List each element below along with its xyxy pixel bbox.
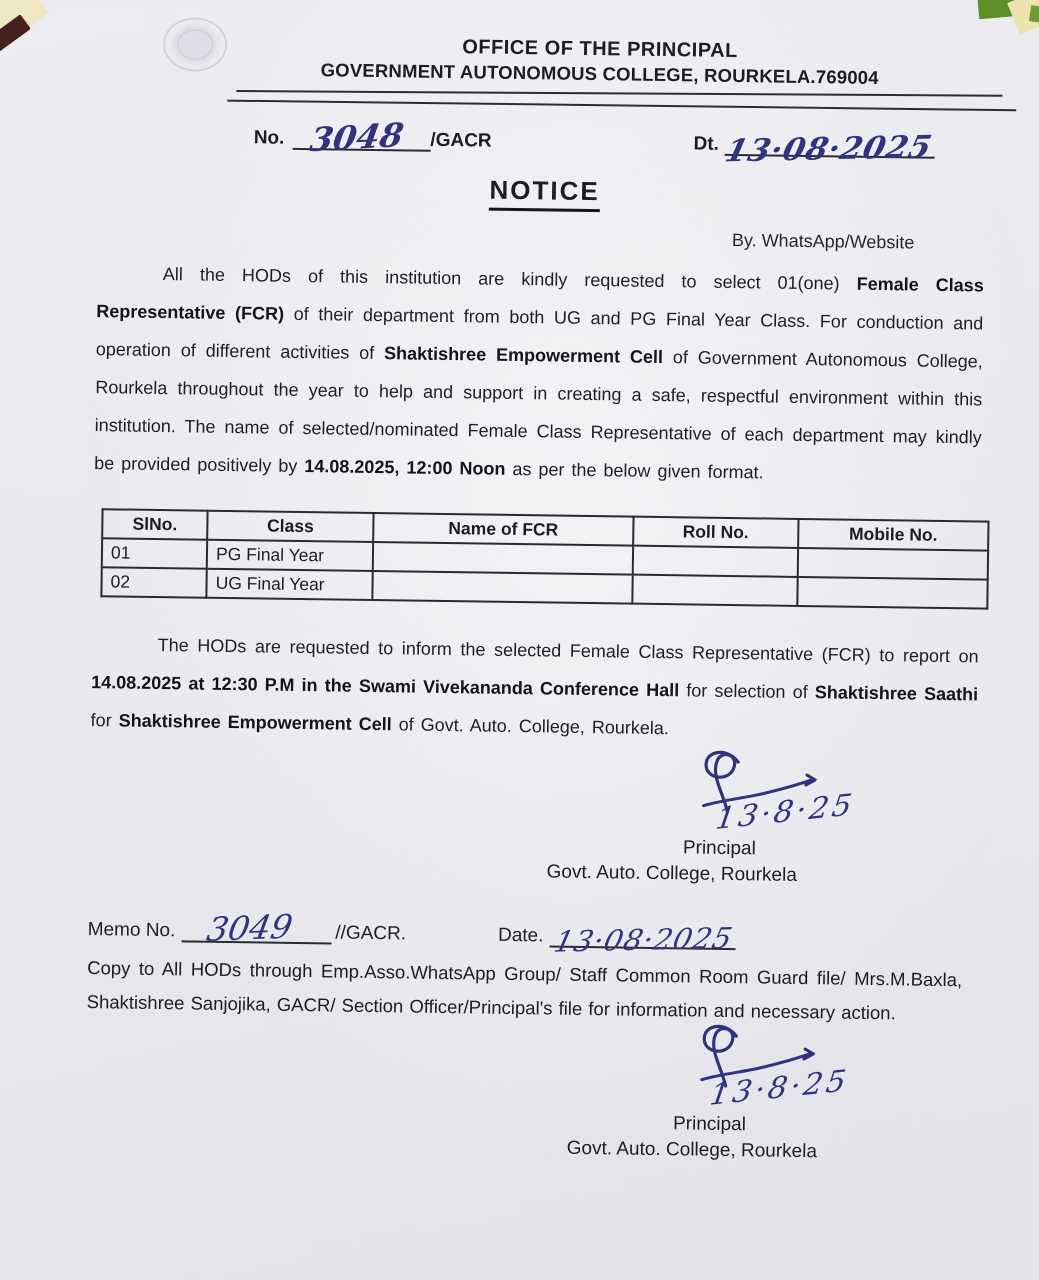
letterhead: [185, 31, 1016, 91]
memo-row: [87, 899, 1027, 959]
body-paragraph-1: [94, 254, 984, 494]
signature-handwritten-date: 13·8·25: [707, 1063, 852, 1113]
para2-text: The HODs are requested to inform the selected Female Class Representative (FCR) to report on: [157, 635, 979, 667]
byline: By. WhatsApp/Website: [731, 230, 915, 253]
signatory-organization: Govt. Auto. College, Rourkela: [566, 1137, 818, 1163]
ref-dt-blank-line: [721, 126, 936, 170]
ref-no-label: No.: [253, 127, 285, 149]
ref-no-blank-line: [292, 115, 430, 160]
cell-mobile-blank: [797, 577, 987, 609]
notice-title-wrap: [52, 169, 1037, 219]
letterhead-office-line: OFFICE OF THE PRINCIPAL: [462, 36, 738, 63]
memo-no-handwritten-value: 3049: [203, 906, 296, 949]
memo-date-handwritten-value: 13·08·2025: [550, 921, 737, 959]
para1-text: of Government Autonomous College, Rourkela throughout the year to help and support in creating a safe, respectful environment within this institution. The name of selected/nominated Female Class Representative of each department may kindly be provided positively by: [94, 347, 983, 477]
letterhead-rule-bottom: [227, 100, 1016, 112]
para2-bold-saathi: Shaktishree Saathi: [814, 682, 979, 705]
signatory-organization: Govt. Auto. College, Rourkela: [546, 861, 798, 887]
memo-no-blank-line: [181, 906, 331, 949]
ref-no-suffix: /GACR: [430, 129, 492, 152]
letterhead-college-line: GOVERNMENT AUTONOMOUS COLLEGE, ROURKELA.769004: [320, 59, 879, 89]
ref-no-handwritten-value: 3048: [306, 115, 406, 160]
para1-text: All the HODs of this institution are kindly requested to select 01(one): [162, 264, 857, 294]
cell-class: UG Final Year: [206, 569, 372, 600]
cell-roll-blank: [632, 575, 798, 606]
para1-bold-cell: Shaktishree Empowerment Cell: [383, 343, 664, 368]
para1-text: as per the below given format.: [505, 458, 764, 483]
memo-label: Memo No.: [87, 919, 176, 942]
signature-handwritten-date: 13·8·25: [713, 787, 858, 838]
para2-text: for: [90, 710, 119, 731]
memo-date-blank-line: [549, 918, 737, 959]
para2-bold-cell: Shaktishree Empowerment Cell: [118, 710, 392, 735]
signature-block-principal-2: [0, 1002, 1026, 1166]
para1-bold-fcr: Female Class Representative (FCR): [96, 273, 984, 324]
cell-mobile-blank: [798, 548, 988, 580]
fcr-table: [100, 508, 989, 609]
copy-distribution-paragraph: Copy to All HODs through Emp.Asso.WhatsApp Group/ Staff Common Room Guard file/ Mrs.M.Baxla, Shaktishree Sanjojika, GACR/ Section Officer/Principal's file for information and necessary action.: [86, 957, 963, 1024]
cell-class: PG Final Year: [207, 540, 373, 571]
cell-slno: 02: [101, 567, 206, 597]
col-header-roll-no: Roll No.: [633, 517, 799, 548]
para2-text: for selection of: [679, 680, 815, 703]
ref-dt-handwritten-value: 13·08·2025: [721, 129, 936, 170]
col-header-mobile-no: Mobile No.: [798, 519, 988, 551]
col-header-slno: SlNo.: [102, 509, 207, 539]
col-header-class: Class: [207, 511, 373, 542]
signatory-title: Principal: [672, 1113, 747, 1136]
reference-row: [253, 109, 1038, 170]
para2-bold-meeting: 14.08.2025 at 12:30 P.M in the Swami Vivekananda Conference Hall: [91, 672, 680, 701]
notice-title: NOTICE: [489, 175, 600, 213]
memo-suffix: //GACR.: [335, 922, 407, 945]
body-paragraph-2: [90, 625, 979, 751]
letterhead-rule-top: [236, 90, 1002, 97]
para2-text: of Govt. Auto. College, Rourkela.: [391, 714, 669, 739]
col-header-name-of-fcr: Name of FCR: [373, 513, 633, 546]
cell-name-blank: [373, 542, 633, 575]
cell-roll-blank: [633, 546, 799, 577]
memo-date-label: Date.: [497, 924, 544, 947]
signatory-title: Principal: [682, 837, 756, 860]
cell-name-blank: [372, 571, 632, 604]
para1-text: of their department from both UG and PG Final Year Class. For conduction and operation of different activities of: [95, 303, 984, 364]
signature-block-principal: [0, 732, 1029, 896]
cell-slno: 01: [102, 538, 207, 568]
ref-dt-label: Dt.: [693, 133, 720, 155]
para1-bold-deadline: 14.08.2025, 12:00 Noon: [304, 456, 506, 479]
